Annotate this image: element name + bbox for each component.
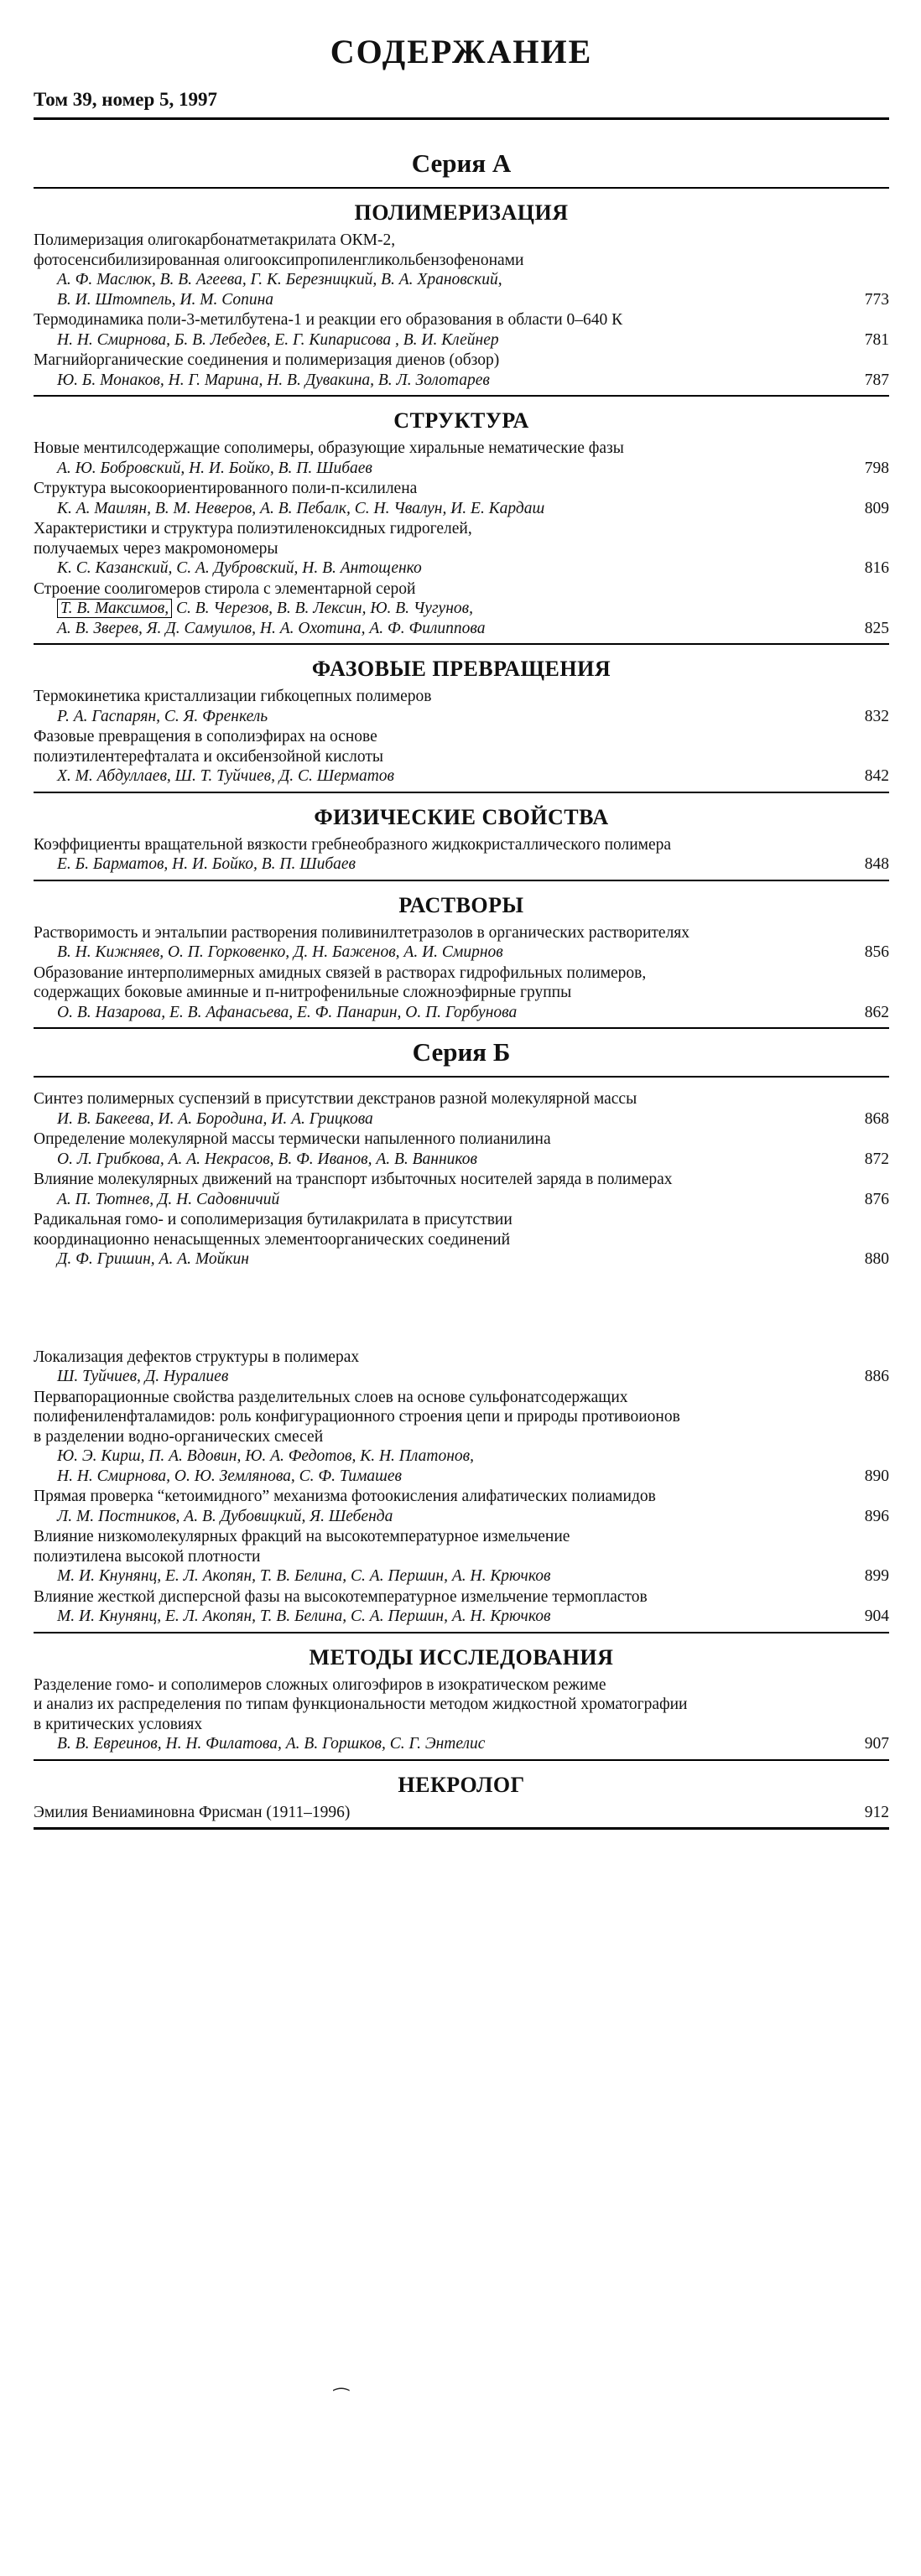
- section-heading-phase: ФАЗОВЫЕ ПРЕВРАЩЕНИЯ: [311, 657, 611, 681]
- page-number: 907: [864, 1735, 889, 1753]
- section-heading-methods: МЕТОДЫ ИССЛЕДОВАНИЯ: [309, 1644, 614, 1670]
- divider: [34, 117, 889, 120]
- contents-page: [34, 34, 889, 1830]
- entry-title: фотосенсибилизированная олигооксипропиленгликольбензофенонами: [34, 251, 524, 269]
- toc-entry[interactable]: [34, 231, 889, 309]
- entry-authors: К. С. Казанский, С. А. Дубровский, Н. В. Антощенко: [57, 559, 422, 577]
- page-title: СОДЕРЖАНИЕ: [330, 33, 593, 70]
- entry-title: полиэтилентерефталата и оксибензойной кислоты: [34, 747, 384, 766]
- entry-title: Строение соолигомеров стирола с элементарной серой: [34, 579, 416, 598]
- entry-authors: Е. Б. Барматов, Н. И. Бойко, В. П. Шибаев: [57, 855, 356, 873]
- entry-title: Разделение гомо- и сополимеров сложных олигоэфиров в изократическом режиме: [34, 1675, 606, 1694]
- toc-entry[interactable]: [34, 479, 889, 518]
- page-number: 896: [864, 1507, 889, 1525]
- entry-title: Образование интерполимерных амидных связей в растворах гидрофильных полимеров,: [34, 963, 647, 982]
- entry-title: полиэтилена высокой плотности: [34, 1547, 261, 1566]
- entry-title: полифениленфталамидов: роль конфигурационного строения цепи и природы противоионов: [34, 1408, 680, 1426]
- entry-authors: И. В. Бакеева, И. А. Бородина, И. А. Грицкова: [57, 1109, 373, 1128]
- page-number: 886: [864, 1368, 889, 1385]
- toc-entry[interactable]: [34, 1130, 889, 1169]
- toc-entry[interactable]: [34, 351, 889, 390]
- entry-authors: Д. Ф. Гришин, А. А. Мойкин: [57, 1250, 249, 1268]
- entry-authors: М. И. Кнунянц, Е. Л. Акопян, Т. В. Белина, С. А. Першин, А. Н. Крючков: [57, 1607, 551, 1625]
- toc-entry[interactable]: [34, 1210, 889, 1270]
- entry-title: содержащих боковые аминные и п-нитрофенильные сложноэфирные группы: [34, 984, 572, 1001]
- entry-authors: А. П. Тютнев, Д. Н. Садовничий: [57, 1190, 280, 1208]
- divider: [34, 395, 889, 397]
- entry-authors: Л. М. Постников, А. В. Дубовицкий, Я. Шебенда: [57, 1507, 393, 1525]
- entry-title: Первапорационные свойства разделительных слоев на основе сульфонатсодержащих: [34, 1388, 628, 1406]
- entry-authors: [34, 599, 839, 619]
- divider: [34, 187, 889, 189]
- entry-title: Фазовые превращения в сополиэфирах на основе: [34, 728, 377, 745]
- page-number: 787: [864, 371, 889, 389]
- page-number: 868: [864, 1109, 889, 1128]
- entry-title: Определение молекулярной массы термически напыленного полианилина: [34, 1130, 551, 1148]
- entry-authors: К. А. Маилян, В. М. Неверов, А. В. Пебалк, С. Н. Чвалун, И. Е. Кардаш: [57, 499, 545, 517]
- page-number: 848: [864, 855, 889, 873]
- page-number: 904: [864, 1607, 889, 1625]
- divider: [34, 880, 889, 881]
- page-number: 880: [864, 1250, 889, 1268]
- entry-title: Растворимость и энтальпии растворения поливинилтетразолов в органических растворителях: [34, 923, 690, 942]
- section-heading-obituary: НЕКРОЛОГ: [398, 1772, 525, 1797]
- entry-title: Полимеризация олигокарбонатметакрилата ОКМ-2,: [34, 231, 396, 249]
- entry-title: Влияние молекулярных движений на транспорт избыточных носителей заряда в полимерах: [34, 1171, 673, 1188]
- entry-authors: О. В. Назарова, Е. В. Афанасьева, Е. Ф. Панарин, О. П. Горбунова: [57, 1003, 518, 1021]
- entry-title: координационно ненасыщенных элементоорганических соединений: [34, 1230, 511, 1249]
- divider: [34, 643, 889, 645]
- entry-authors: Ю. Б. Монаков, Н. Г. Марина, Н. В. Дувакина, В. Л. Золотарев: [57, 371, 490, 389]
- page-number: 798: [864, 459, 889, 477]
- entry-title: Термодинамика поли-3-метилбутена-1 и реакции его образования в области 0–640 К: [34, 311, 623, 329]
- toc-entry[interactable]: [34, 687, 889, 726]
- series-a-heading: Серия А: [411, 148, 512, 178]
- section-heading-solutions: РАСТВОРЫ: [398, 892, 524, 917]
- entry-title: Радикальная гомо- и сополимеризация бутилакрилата в присутствии: [34, 1211, 513, 1228]
- section-heading-physical: ФИЗИЧЕСКИЕ СВОЙСТВА: [314, 804, 609, 829]
- entry-title: получаемых через макромономеры: [34, 539, 278, 558]
- toc-entry[interactable]: [34, 1675, 889, 1754]
- toc-entry[interactable]: [34, 519, 889, 579]
- entry-title: в критических условиях: [34, 1715, 203, 1733]
- divider: [34, 1027, 889, 1029]
- print-mark: ⁀: [334, 2388, 349, 2409]
- section-heading-structure: СТРУКТУРА: [393, 408, 529, 433]
- toc-entry[interactable]: [34, 310, 889, 350]
- page-number: 816: [864, 559, 889, 577]
- entry-title: Влияние низкомолекулярных фракций на высокотемпературное измельчение: [34, 1528, 570, 1545]
- entry-title: Влияние жесткой дисперсной фазы на высокотемпературное измельчение термопластов: [34, 1587, 648, 1606]
- toc-entry[interactable]: [34, 1487, 889, 1526]
- page-number: 872: [864, 1150, 889, 1168]
- entry-authors: М. И. Кнунянц, Е. Л. Акопян, Т. В. Белина, С. А. Першин, А. Н. Крючков: [57, 1567, 551, 1585]
- entry-authors: Х. М. Абдуллаев, Ш. Т. Туйчиев, Д. С. Шерматов: [57, 767, 395, 785]
- divider: [34, 1827, 889, 1830]
- toc-entry[interactable]: [34, 727, 889, 787]
- toc-entry[interactable]: [34, 963, 889, 1023]
- column-gap: [34, 1270, 889, 1348]
- boxed-author: Т. В. Максимов,: [57, 599, 172, 618]
- toc-entry[interactable]: [34, 1587, 889, 1627]
- toc-entry[interactable]: [34, 579, 889, 639]
- page-number: 899: [864, 1567, 889, 1585]
- toc-entry[interactable]: [34, 923, 889, 963]
- entry-title: в разделении водно-органических смесей: [34, 1427, 324, 1446]
- page-number: 912: [864, 1803, 889, 1821]
- entry-authors: В. В. Евреинов, Н. Н. Филатова, А. В. Горшков, С. Г. Энтелис: [57, 1735, 486, 1753]
- entry-title: Термокинетика кристаллизации гибкоцепных полимеров: [34, 688, 432, 705]
- entry-authors: Ю. Э. Кирш, П. А. Вдовин, Ю. А. Федотов, К. Н. Платонов,: [57, 1447, 474, 1465]
- entry-authors: А. Ф. Маслюк, В. В. Агеева, Г. К. Березницкий, В. А. Храновский,: [57, 271, 502, 288]
- series-b-heading: Серия Б: [412, 1037, 511, 1067]
- entry-authors: Ш. Туйчиев, Д. Нуралиев: [57, 1368, 229, 1385]
- entry-authors: А. Ю. Бобровский, Н. И. Бойко, В. П. Шибаев: [57, 459, 372, 477]
- page-number: 856: [864, 943, 889, 961]
- section-heading-polymerization: ПОЛИМЕРИЗАЦИЯ: [354, 200, 569, 225]
- entry-authors: О. Л. Грибкова, А. А. Некрасов, В. Ф. Иванов, А. В. Ванников: [57, 1150, 477, 1168]
- entry-title: Магнийорганические соединения и полимеризация диенов (обзор): [34, 351, 500, 369]
- divider: [34, 1632, 889, 1633]
- toc-entry[interactable]: [34, 835, 889, 875]
- entry-title: Новые ментилсодержащие сополимеры, образующие хиральные нематические фазы: [34, 439, 624, 457]
- author-names: С. В. Черезов, В. В. Лексин, Ю. В. Чугунов,: [172, 600, 473, 617]
- entry-title: Прямая проверка “кетоимидного” механизма фотоокисления алифатических полиамидов: [34, 1488, 656, 1505]
- toc-entry[interactable]: [34, 1803, 889, 1823]
- toc-entry[interactable]: [34, 439, 889, 478]
- entry-title: Коэффициенты вращательной вязкости гребнеобразного жидкокристаллического полимера: [34, 835, 672, 854]
- page-number: 825: [864, 619, 889, 637]
- toc-entry[interactable]: [34, 1089, 889, 1129]
- divider: [34, 792, 889, 793]
- entry-title: Структура высокоориентированного поли-п-ксилилена: [34, 480, 418, 497]
- entry-authors: В. Н. Кижняев, О. П. Горковенко, Д. Н. Баженов, А. И. Смирнов: [57, 943, 503, 961]
- entry-authors: Н. Н. Смирнова, Б. В. Лебедев, Е. Г. Кипарисова , В. И. Клейнер: [57, 330, 499, 349]
- entry-authors: Р. А. Гаспарян, С. Я. Френкель: [57, 707, 268, 725]
- toc-entry[interactable]: [34, 1527, 889, 1587]
- entry-title: и анализ их распределения по типам функциональности методом жидкостной хроматографии: [34, 1696, 688, 1713]
- page-number: 842: [864, 767, 889, 785]
- page-number: 809: [864, 499, 889, 517]
- divider: [34, 1759, 889, 1761]
- page-number: 876: [864, 1190, 889, 1208]
- entry-authors: В. И. Штомпель, И. М. Сопина: [57, 290, 274, 309]
- entry-title: Локализация дефектов структуры в полимерах: [34, 1348, 360, 1366]
- page-number: 781: [864, 330, 889, 349]
- issue-info: Том 39, номер 5, 1997: [34, 89, 218, 110]
- toc-entry[interactable]: [34, 1170, 889, 1209]
- page-number: 890: [864, 1467, 889, 1485]
- entry-authors: Н. Н. Смирнова, О. Ю. Землянова, С. Ф. Тимашев: [57, 1467, 403, 1485]
- entry-title: Эмилия Вениаминовна Фрисман (1911–1996): [34, 1803, 351, 1821]
- page-number: 832: [864, 707, 889, 725]
- page-number: 773: [864, 290, 889, 309]
- toc-entry[interactable]: [34, 1348, 889, 1387]
- page-number: 862: [864, 1003, 889, 1021]
- entry-title: Характеристики и структура полиэтиленоксидных гидрогелей,: [34, 520, 472, 538]
- toc-entry[interactable]: [34, 1388, 889, 1487]
- entry-title: Синтез полимерных суспензий в присутствии декстранов разной молекулярной массы: [34, 1090, 637, 1108]
- entry-authors: А. В. Зверев, Я. Д. Самуилов, Н. А. Охотина, А. Ф. Филиппова: [57, 619, 486, 637]
